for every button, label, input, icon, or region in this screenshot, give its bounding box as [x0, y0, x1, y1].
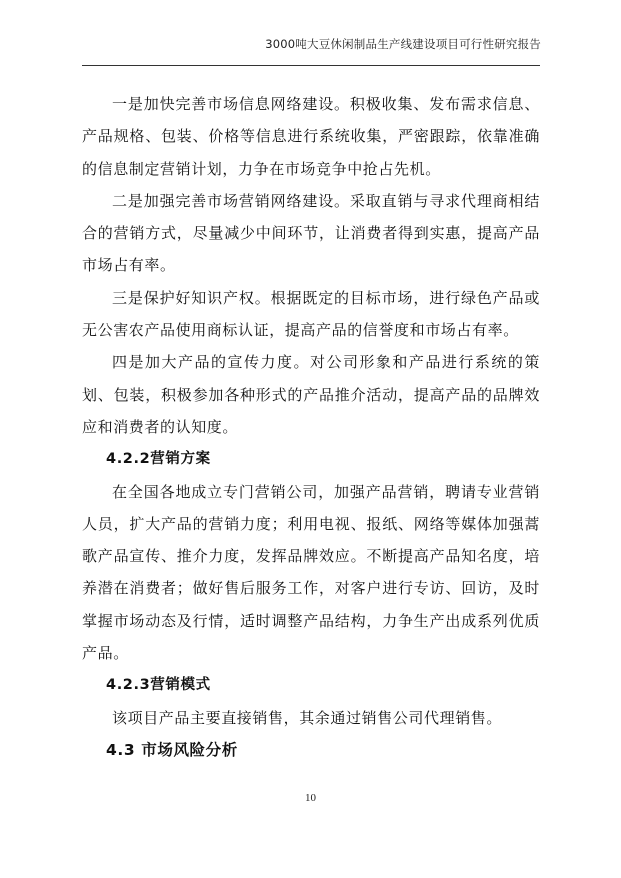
paragraph-promotion: 四是加大产品的宣传力度。对公司形象和产品进行系统的策划、包装，积极参加各种形式的产品推介活动，提高产品的品牌效应和消费者的认知度。 — [82, 353, 540, 436]
header-divider — [82, 65, 540, 66]
section-heading-marketing-plan: 4.2.2营销方案 — [106, 451, 211, 468]
paragraph-marketing-network: 二是加强完善市场营销网络建设。采取直销与寻求代理商相结合的营销方式，尽量减少中间环节，让消费者得到实惠，提高产品市场占有率。 — [82, 191, 540, 275]
paragraph-marketing-model: 该项目产品主要直接销售，其余通过销售公司代理销售。 — [112, 708, 503, 727]
document-body — [82, 88, 540, 766]
paragraph-market-info-network: 一是加快完善市场信息网络建设。积极收集、发布需求信息、产品规格、包装、价格等信息进行系统收集，严密跟踪，依靠准确的信息制定营销计划，力争在市场竞争中抢占先机。 — [82, 95, 540, 178]
running-header: 3000吨大豆休闲制品生产线建设项目可行性研究报告 — [265, 37, 541, 51]
section-heading-market-risk: 4.3 市场风险分析 — [106, 740, 238, 759]
paragraph-intellectual-property: 三是保护好知识产权。根据既定的目标市场，进行绿色产品或无公害农产品使用商标认证，提高产品的信誉度和市场占有率。 — [82, 288, 540, 340]
section-heading-marketing-model: 4.2.3营销模式 — [106, 677, 211, 694]
paragraph-marketing-plan: 在全国各地成立专门营销公司，加强产品营销，聘请专业营销人员，扩大产品的营销力度；利用电视、报纸、网络等媒体加强蒿歌产品宣传、推介力度，发挥品牌效应。不断提高产品知名度，培养潜在消费者；做好售后服务工作，对客户进行专访、回访，及时掌握市场动态及行情，适时调整产品结构，力争生产出成系列优质产品。 — [82, 482, 540, 663]
page-number: 10 — [305, 792, 316, 804]
